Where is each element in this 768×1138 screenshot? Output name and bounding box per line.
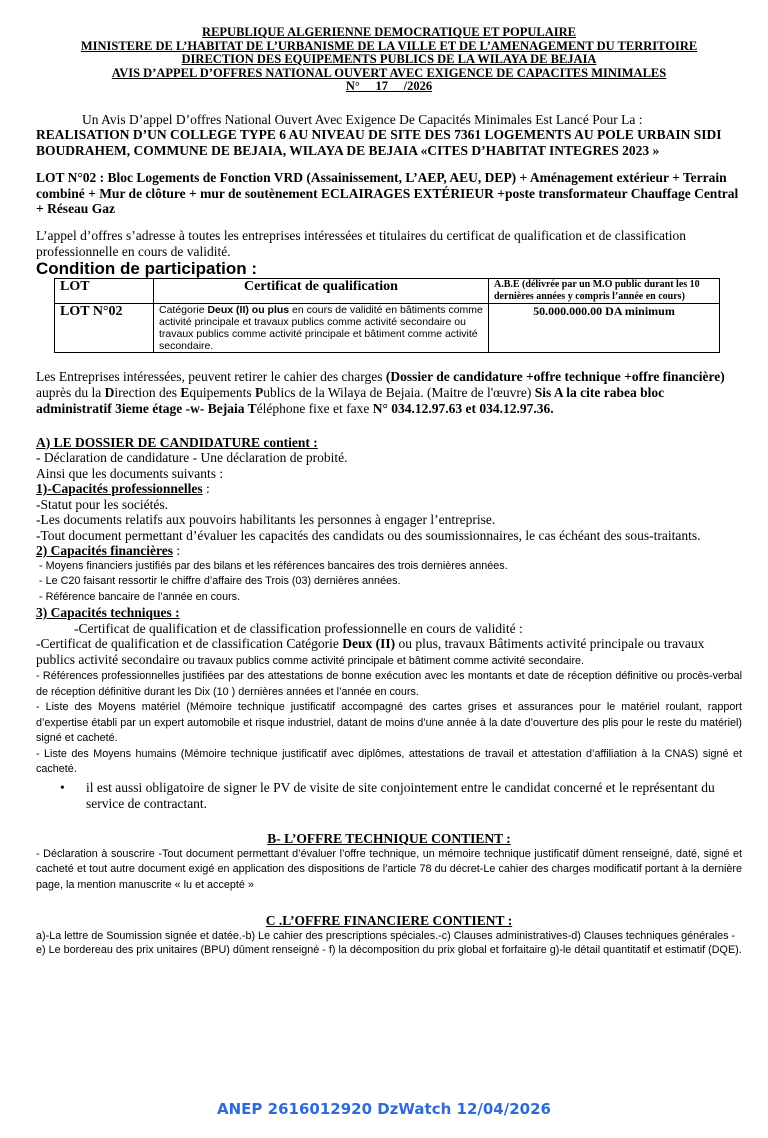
project-title: REALISATION D’UN COLLEGE TYPE 6 AU NIVEAU DE SITE DES 7361 LOGEMENTS AU POLE URBAIN SIDI BOUDRAHEM, COMMUNE DE BEJAIA, WILAYA DE BEJAIA «CITES D’HABITAT INTEGRES 2023 » (36, 127, 722, 158)
lot-description: LOT N°02 : Bloc Logements de Fonction VRD (Assainissement, L’AEP, AEU, DEP) + Aménagement extérieur + Terrain combiné + Mur de clôture + mur de soutènement ECLAIRAGES EXTÉRIEUR +poste transformateur Chauffage Central + Réseau Gaz (36, 170, 739, 216)
cell-certificate-rest: en cours de validité en bâtiments comme activité principale et travaux publics comme activité secondaire ou travaux publics comme activité principale et bâtiment comme activité secondaire. (159, 303, 483, 352)
professional-capacity-heading (36, 481, 742, 497)
withdrawal-paragraph (36, 369, 742, 417)
withdrawal-phone-numbers: N° 034.12.97.63 et 034.12.97.36. (372, 400, 554, 416)
header-abe: A.B.E (délivrée par un M.O public durant les 10 dernières années y compris l’année en cours) (489, 278, 720, 303)
cell-lot: LOT N°02 (55, 303, 154, 352)
cell-certificate-category: Deux (II) ou plus (207, 303, 290, 316)
table-header-row (55, 278, 720, 303)
financial-item-3: - Référence bancaire de l’année en cours. (36, 590, 241, 603)
withdrawal-address: Sis A la cite rabea bloc administratif 3ieme étage -w- Bejaia T (36, 384, 665, 416)
condition-title: Condition de participation : (36, 258, 257, 278)
withdrawal-phone-label: éléphone fixe et faxe (256, 400, 373, 416)
header-direction: DIRECTION DES EQUIPEMENTS PUBLICS DE LA WILAYA DE BEJAIA (181, 52, 597, 66)
eligibility-paragraph: L’appel d’offres s’adresse à toutes les entreprises intéressées et titulaires du certificat de qualification et de classification professionnelle en cours de validité. (36, 227, 687, 259)
header-ministry: MINISTERE DE L’HABITAT DE L’URBANISME DE LA VILLE ET DE L’AMENAGEMENT DU TERRITOIRE (80, 38, 698, 53)
technical-item-1-rest: ou plus, travaux Bâtiments activité principale ou travaux publics activité secondaire (36, 636, 705, 667)
cell-certificate-prefix: Catégorie (159, 303, 208, 316)
technical-item-1 (36, 636, 742, 669)
professional-item-3: -Tout document permettant d’évaluer les capacités des candidats ou des soumissionnaires, le cas échéant des sous-traitants. (36, 527, 701, 543)
colon: : (172, 543, 181, 558)
withdrawal-dossier: (Dossier de candidature +offre technique +offre financière) (385, 368, 725, 384)
footer-reference: ANEP 2616012920 DzWatch 12/04/2026 (217, 1100, 551, 1118)
section-a-title: A) LE DOSSIER DE CANDIDATURE contient : (36, 434, 318, 450)
initial-p: P (254, 384, 264, 400)
technical-item-2: - Références professionnelles justifiées par des attestations de bonne exécution avec les montants et date de réception définitive ou procès-verbal de réception définitive durant les Dix (10 ) dernières années et l’année en cours. (36, 670, 742, 698)
bullet-dot-icon: • (60, 779, 65, 795)
financial-item-2: - Le C20 faisant ressortir le chiffre d’affaire des Trois (03) dernières années. (36, 575, 401, 587)
section-b-text: - Déclaration à souscrire -Tout document permettant d’évaluer l’offre technique, un mémoire technique justificatif dûment renseigné, daté, signé et cacheté et tout autre document exigé en application des dispositions de l’article 78 du décret-Le cahier des charges modificatif portant à la dernière page, la mention manuscrite « lu et accepté » (36, 847, 742, 891)
technical-item-0: -Certificat de qualification et de classification professionnelle en cours de validité : (74, 620, 523, 636)
withdrawal-text-3: irection des (114, 384, 181, 400)
section-a (36, 435, 742, 778)
financial-item-1: - Moyens financiers justifiés par des bilans et les références bancaires des trois dernières années. (36, 559, 508, 572)
cell-abe: 50.000.000.00 DA minimum (489, 303, 720, 352)
financial-capacity-heading (36, 543, 742, 559)
section-a-line-1: - Déclaration de candidature - Une déclaration de probité. (36, 450, 348, 465)
intro-lead: Un Avis D’appel D’offres National Ouvert Avec Exigence De Capacités Minimales Est Lancé Pour La : (82, 111, 643, 127)
initial-d: D (104, 384, 115, 400)
notice-page (36, 26, 742, 957)
header-republic: REPUBLIQUE ALGERIENNE DEMOCRATIQUE ET POPULAIRE (202, 25, 576, 39)
header-notice-title: AVIS D’APPEL D’OFFRES NATIONAL OUVERT AVEC EXIGENCE DE CAPACITES MINIMALES (111, 65, 667, 80)
withdrawal-text-5: ublics de la Wilaya de Bejaia. (Maitre de l'œuvre) (263, 384, 535, 400)
cell-certificate (154, 303, 489, 352)
financial-capacity-title: 2) Capacités financières (36, 543, 173, 558)
technical-capacity-title: 3) Capacités techniques : (36, 605, 180, 620)
initial-e: E (180, 384, 190, 400)
technical-item-4: - Liste des Moyens humains (Mémoire technique justificatif avec diplômes, attestations de travail et attestation d’affiliation à la CNAS) signé et cacheté. (36, 747, 742, 775)
site-visit-text: il est aussi obligatoire de signer le PV de visite de site conjointement entre le candidat concerné et le représentant du service de contractant. (86, 779, 715, 811)
site-visit-bullet (60, 780, 742, 812)
colon: : (202, 481, 210, 496)
professional-item-1: -Statut pour les sociétés. (36, 496, 168, 512)
technical-item-3: - Liste des Moyens matériel (Mémoire technique justificatif accompagné des cartes grises et assurances pour le matériel roulant, rapport d’expertise établi par un expert automobile et risque industriel, datant de moins d’une année à la date d’ouverture des plis pour le reste du matériel) signé et cacheté. (36, 701, 742, 744)
section-a-line-2: Ainsi que les documents suivants : (36, 465, 224, 481)
withdrawal-text-2: auprès du la (36, 384, 105, 400)
technical-item-1-end: ou travaux publics comme activité principale et bâtiment comme activité secondaire. (182, 654, 585, 667)
technical-item-1-text: -Certificat de qualification et de classification Catégorie (36, 636, 343, 651)
withdrawal-text: Les Entreprises intéressées, peuvent retirer le cahier des charges (36, 368, 386, 384)
header-number: N° 17 /2026 (345, 79, 433, 93)
header-lot: LOT (55, 278, 154, 303)
header-block (36, 26, 742, 94)
intro-block (36, 112, 742, 159)
table-row (55, 303, 720, 352)
section-c-title: C .L’OFFRE FINANCIERE CONTIENT : (265, 913, 513, 928)
qualification-table (54, 278, 720, 353)
header-certificate: Certificat de qualification (154, 278, 489, 303)
section-b-title: B- L’OFFRE TECHNIQUE CONTIENT : (267, 830, 511, 846)
section-c-text: a)-La lettre de Soumission signée et datée.-b) Le cahier des prescriptions spéciales.-c) Clauses administratives-d) Clauses techniques générales -e) Le bordereau des prix unitaires (BPU) dûment renseigné - f) la décomposition du prix global et forfaitaire g)-le détail quantitatif et estimatif (DQE). (36, 930, 742, 956)
technical-item-1-category: Deux (II) (342, 636, 396, 651)
professional-item-2: -Les documents relatifs aux pouvoirs habilitants les personnes à engager l’entreprise. (36, 512, 496, 527)
withdrawal-text-4: quipements (189, 384, 255, 400)
professional-capacity-title: 1)-Capacités professionnelles (36, 481, 203, 496)
